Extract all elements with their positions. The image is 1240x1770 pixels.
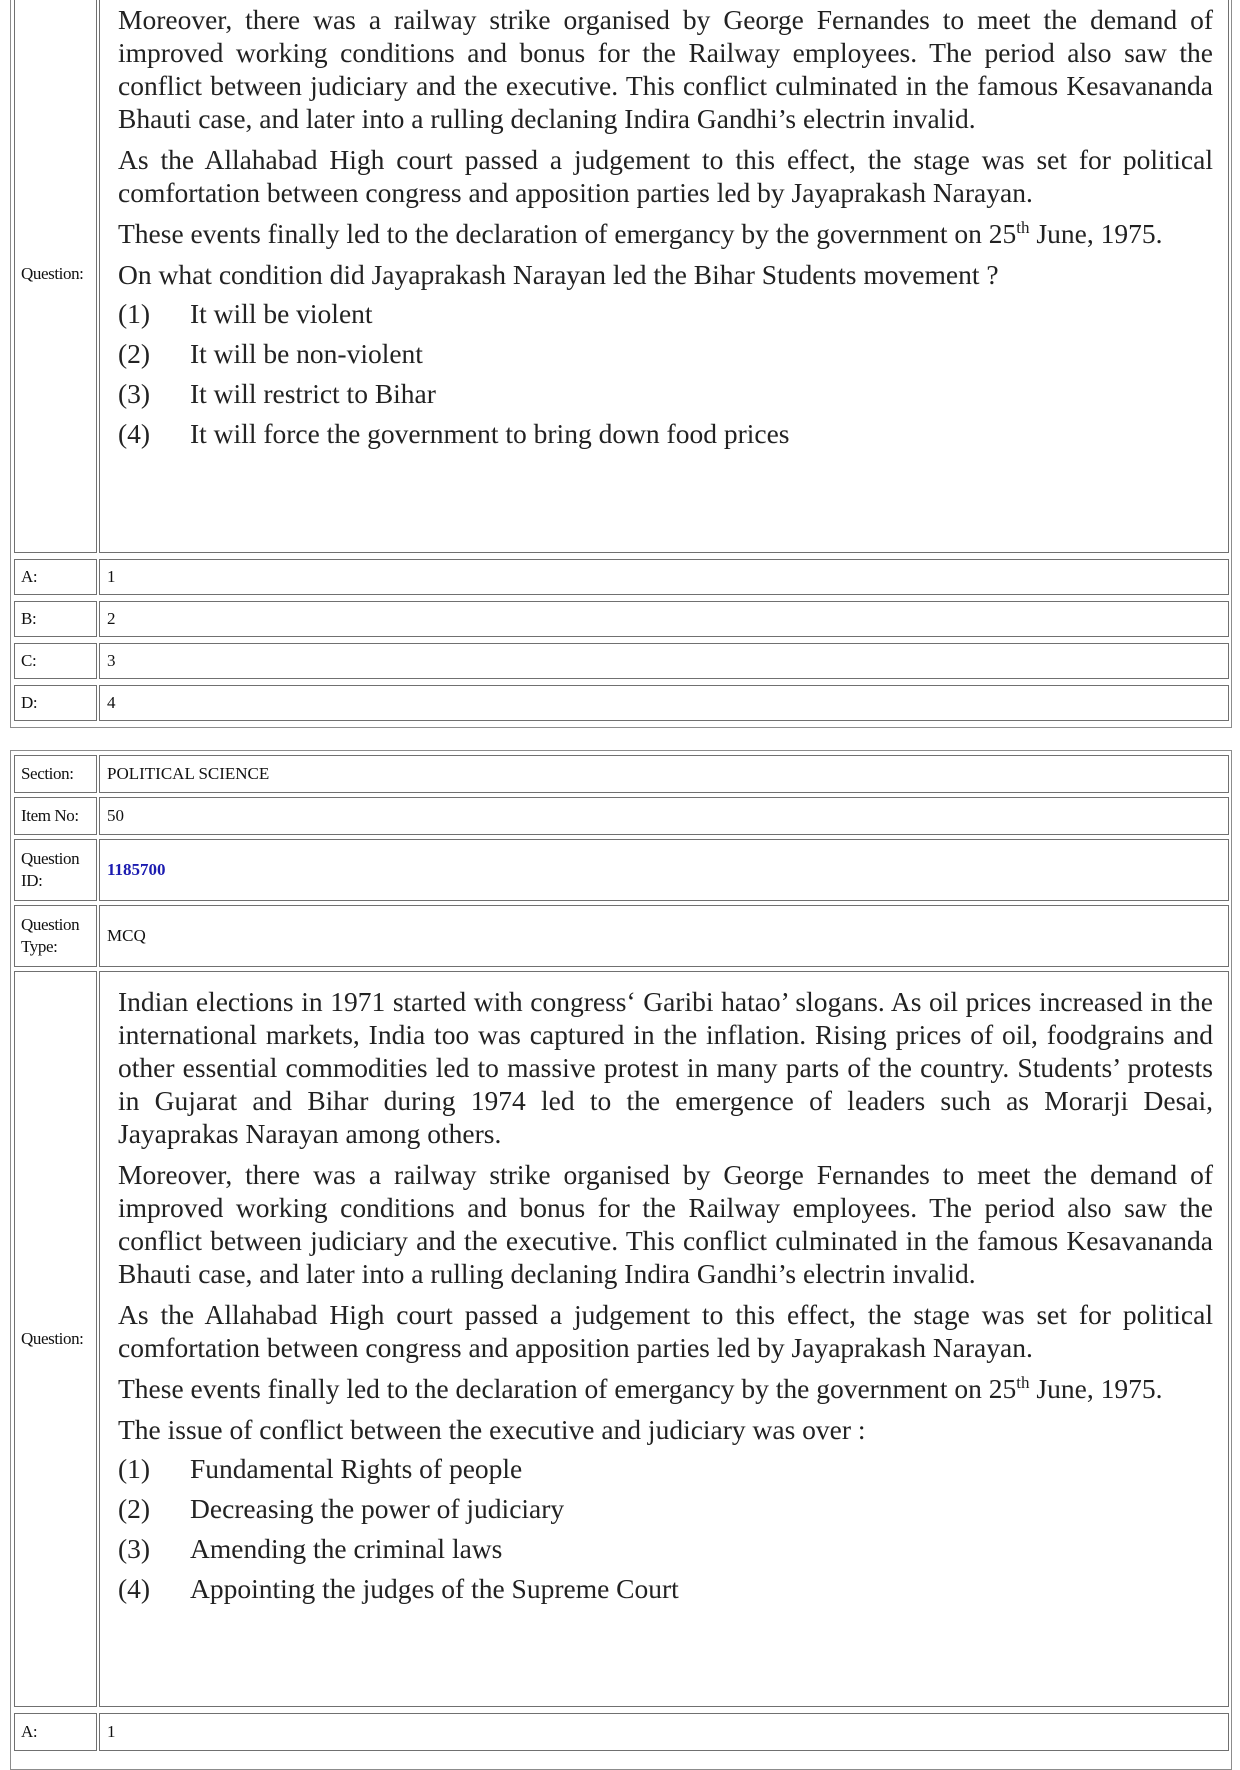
answer-label: A: — [14, 1713, 97, 1751]
paragraph: As the Allahabad High court passed a judgement to this effect, the stage was set for political comfortation between congress and apposition parties led by Jayaprakash Narayan. — [118, 1299, 1213, 1363]
top-question-label: Question: — [14, 0, 97, 553]
answer-value: 1 — [99, 1713, 1229, 1751]
answer-value: 2 — [99, 601, 1229, 637]
option: (2) Decreasing the power of judiciary — [118, 1492, 565, 1524]
answer-label: D: — [14, 685, 97, 721]
answer-value: 3 — [99, 643, 1229, 679]
option: (3) Amending the criminal laws — [118, 1532, 503, 1564]
question-label: Question: — [14, 971, 97, 1707]
question-type-value: MCQ — [99, 905, 1229, 967]
answer-label: C: — [14, 643, 97, 679]
top-question-block — [10, 0, 1232, 728]
paragraph: Moreover, there was a railway strike organised by George Fernandes to meet the demand of improved working conditions and bonus for the Railway employees. The period also saw the conflict between judiciary and the executive. This conflict culminated in the famous Kesavananda Bhauti case, and later into a rulling declaning Indira Gandhi’s electrin invalid. — [118, 1159, 1213, 1289]
option: (4) Appointing the judges of the Supreme Court — [118, 1572, 679, 1604]
paragraph: These events finally led to the declaration of emergancy by the government on 25th June, 1975. — [118, 1372, 1163, 1404]
top-question-body — [118, 3, 1213, 453]
option: (1) It will be violent — [118, 297, 373, 329]
question-body — [118, 985, 1213, 1608]
question-id-label: Question ID: — [14, 839, 97, 901]
option: (3) It will restrict to Bihar — [118, 377, 436, 409]
answer-label: A: — [14, 559, 97, 595]
paragraph: These events finally led to the declaration of emergancy by the government on 25th June, 1975. — [118, 217, 1163, 249]
item-no-value: 50 — [99, 797, 1229, 835]
paragraph: Indian elections in 1971 started with congress‘ Garibi hatao’ slogans. As oil prices increased in the international markets, India too was captured in the inflation. Rising prices of oil, foodgrains and other essential commodities led to massive protest in many parts of the country. Students’ protests in Gujarat and Bihar during 1974 led to the emergence of leaders such as Morarji Desai, Jayaprakas Narayan among others. — [118, 986, 1213, 1149]
option: (2) It will be non-violent — [118, 337, 423, 369]
question-text: The issue of conflict between the executive and judiciary was over : — [118, 1414, 866, 1445]
question-text: On what condition did Jayaprakash Narayan led the Bihar Students movement ? — [118, 259, 999, 290]
section-label: Section: — [14, 755, 97, 793]
question-id-value: 1185700 — [99, 839, 1229, 901]
answer-label: B: — [14, 601, 97, 637]
item-no-label: Item No: — [14, 797, 97, 835]
question-type-label: Question Type: — [14, 905, 97, 967]
question-block — [10, 750, 1232, 1770]
answer-value: 4 — [99, 685, 1229, 721]
option: (4) It will force the government to bring down food prices — [118, 417, 790, 449]
section-value: POLITICAL SCIENCE — [99, 755, 1229, 793]
option: (1) Fundamental Rights of people — [118, 1452, 523, 1484]
answer-value: 1 — [99, 559, 1229, 595]
paragraph: As the Allahabad High court passed a judgement to this effect, the stage was set for political comfortation between congress and apposition parties led by Jayaprakash Narayan. — [118, 144, 1213, 208]
paragraph: Moreover, there was a railway strike organised by George Fernandes to meet the demand of improved working conditions and bonus for the Railway employees. The period also saw the conflict between judiciary and the executive. This conflict culminated in the famous Kesavananda Bhauti case, and later into a rulling declaning Indira Gandhi’s electrin invalid. — [118, 4, 1213, 134]
